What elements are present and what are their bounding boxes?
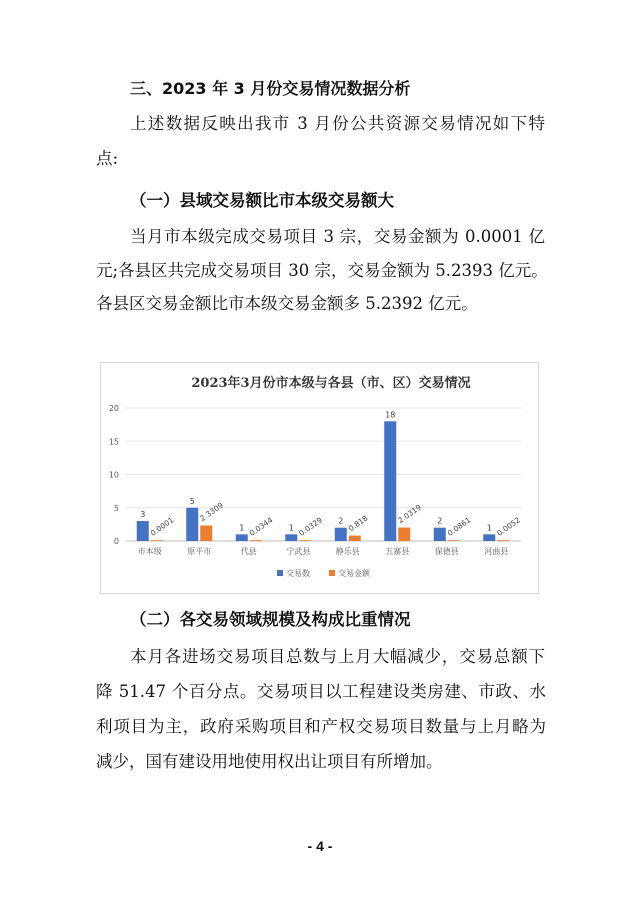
chart-title: 2023年3月份市本级与各县（市、区）交易情况: [191, 376, 471, 391]
bar-amount: [250, 540, 262, 541]
legend-label: 交易金额: [338, 569, 370, 578]
paragraph-1-line-3: 各县区交易金额比市本级交易金额多 5.2392 亿元。: [96, 294, 478, 313]
paragraph-2-line-2: 降 51.47 个百分点。交易项目以工程建设类房建、市政、水: [96, 682, 546, 701]
data-label-count: 2: [338, 516, 344, 526]
x-tick-label: 静乐县: [335, 547, 360, 556]
y-tick-label: 15: [108, 437, 119, 447]
data-label-amount: 2.3309: [198, 500, 225, 524]
data-label-amount: 0.0861: [445, 515, 473, 538]
bar-count: [434, 528, 446, 541]
paragraph-2-line-1: 本月各进场交易项目总数与上月大幅减少，交易总额下: [130, 647, 545, 666]
bar-amount: [497, 540, 509, 541]
x-tick-label: 代县: [240, 547, 257, 556]
page-number: - 4 -: [307, 838, 333, 854]
data-label-count: 3: [140, 510, 146, 520]
legend-swatch: [329, 570, 335, 576]
data-label-amount: 2.0319: [396, 502, 423, 526]
bar-count: [236, 534, 248, 541]
x-tick-label: 市本级: [137, 547, 162, 556]
data-label-count: 2: [437, 516, 443, 526]
paragraph-2-line-4: 减少，国有建设用地使用权出让项目有所增加。: [96, 752, 443, 771]
chart-canvas: [101, 363, 538, 593]
y-tick-label: 5: [113, 503, 119, 513]
bar-amount: [151, 540, 163, 541]
x-tick-label: 宁武县: [286, 547, 311, 556]
bar-count: [384, 421, 396, 541]
bar-amount: [349, 536, 361, 541]
data-label-count: 18: [385, 410, 396, 420]
data-label-count: 1: [288, 523, 294, 533]
x-tick-label: 河曲县: [484, 547, 509, 556]
data-label-amount: 0.0001: [148, 515, 176, 538]
data-label-amount: 0.818: [346, 513, 370, 534]
bar-amount: [299, 540, 311, 541]
bar-count: [335, 528, 347, 541]
subheading-1: （一）县域交易额比市本级交易额大: [130, 191, 394, 210]
paragraph-1-line-1: 当月市本级完成交易项目 3 宗，交易金额为 0.0001 亿: [130, 227, 545, 246]
data-label-amount: 0.0329: [297, 515, 324, 538]
data-label-amount: 0.0052: [495, 515, 522, 538]
y-tick-label: 20: [108, 404, 119, 413]
legend-swatch: [277, 570, 283, 576]
section-heading: 三、2023 年 3 月份交易情况数据分析: [130, 79, 411, 98]
bar-chart: [100, 362, 539, 594]
x-tick-label: 原平市: [187, 547, 212, 556]
intro-line-1: 上述数据反映出我市 3 月份公共资源交易情况如下特: [130, 114, 545, 133]
y-tick-label: 0: [113, 537, 119, 546]
bar-amount: [448, 540, 460, 541]
bar-amount: [200, 525, 212, 541]
paragraph-1-line-2: 元;各县区共完成交易项目 30 宗，交易金额为 5.2393 亿元。: [96, 261, 548, 280]
y-tick-label: 10: [108, 470, 119, 480]
bar-count: [137, 521, 149, 541]
intro-line-2: 点:: [96, 149, 119, 168]
data-label-count: 5: [189, 496, 195, 506]
bar-count: [285, 534, 297, 541]
x-tick-label: 五寨县: [385, 547, 410, 556]
data-label-count: 1: [239, 523, 245, 533]
bar-count: [186, 508, 198, 541]
legend-label: 交易数: [286, 569, 310, 578]
bar-amount: [398, 527, 410, 541]
x-tick-label: 保德县: [434, 547, 459, 556]
data-label-amount: 0.0344: [247, 515, 275, 538]
data-label-count: 1: [486, 523, 492, 533]
subheading-2: （二）各交易领域规模及构成比重情况: [130, 610, 411, 629]
bar-count: [483, 534, 495, 541]
paragraph-2-line-3: 利项目为主，政府采购项目和产权交易项目数量与上月略为: [96, 717, 546, 736]
